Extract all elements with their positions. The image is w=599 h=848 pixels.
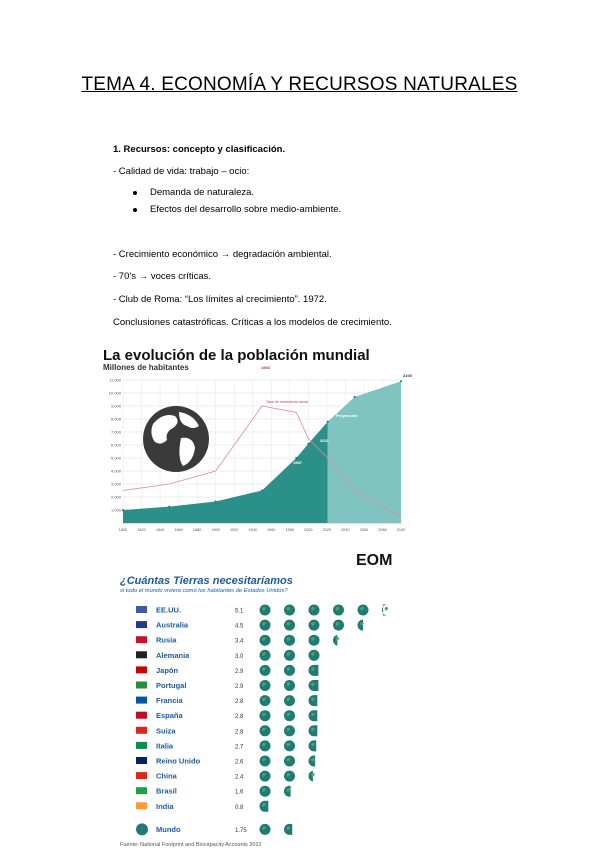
earth-icon: [260, 725, 271, 736]
population-point: [295, 457, 297, 459]
earth-icon: [260, 680, 271, 691]
chart-annotation: Proyección: [336, 413, 358, 418]
earths-value: 0.8: [235, 804, 244, 811]
earth-icon: [309, 620, 320, 631]
section-heading: 1. Recursos: concepto y clasificación.: [113, 144, 286, 155]
earth-icon: [309, 771, 316, 782]
chart-annotation: 2100: [403, 373, 412, 378]
earth-icon: [284, 756, 295, 767]
earth-icon: [309, 665, 319, 676]
y-tick-label: 9.000: [110, 403, 121, 409]
earth-row: [136, 621, 244, 630]
x-tick-label: 1840: [155, 528, 165, 532]
earths-value: 2.4: [235, 774, 244, 781]
earths-value: 2.8: [235, 699, 244, 706]
earth-icon: [260, 801, 269, 812]
y-tick-label: 2.000: [110, 494, 121, 500]
earth-icon: [284, 786, 291, 797]
flag-icon: [136, 697, 147, 704]
flag-icon: [136, 757, 147, 764]
y-tick-label: 6.000: [110, 442, 121, 448]
country-label: Suiza: [156, 726, 176, 736]
flag-icon: [136, 636, 147, 643]
page-title: TEMA 4. ECONOMÍA Y RECURSOS NATURALES: [81, 74, 518, 95]
country-label: EE.UU.: [156, 605, 182, 615]
flag-icon: [136, 606, 147, 613]
flag-icon: [136, 666, 147, 673]
earth-row: [136, 726, 244, 735]
population-point: [327, 421, 329, 423]
chart-annotation: 2050: [356, 381, 365, 386]
earth-icon: [333, 620, 344, 631]
earth-icon: [284, 620, 295, 631]
flag-icon: [136, 712, 147, 719]
earth-icon: [260, 635, 271, 646]
y-tick-label: 4.000: [110, 468, 121, 474]
earth-icon: [309, 740, 317, 751]
country-label: Portugal: [156, 681, 187, 690]
earths-value: 2.8: [235, 729, 244, 736]
chart-title: La evolución de la población mundial: [103, 347, 370, 364]
country-label: Japón: [156, 665, 179, 675]
earth-icon: [284, 710, 295, 721]
earth-icon: [309, 725, 318, 736]
country-label: Alemania: [156, 650, 190, 660]
chart-annotation: 1928: [248, 484, 257, 489]
earth-row: [136, 787, 244, 796]
earth-icon: [358, 620, 365, 631]
earths-value: 2.7: [235, 744, 244, 751]
earth-icon: [284, 680, 295, 691]
y-tick-label: 1.000: [110, 507, 121, 513]
earth-row: [136, 636, 244, 645]
country-label: Brasil: [156, 786, 177, 796]
y-tick-label: 5.000: [110, 455, 121, 461]
chart-subtitle: Millones de habitantes: [103, 363, 189, 372]
x-tick-label: 2080: [378, 528, 387, 532]
population-point: [122, 509, 124, 511]
eom-logo: EOM: [356, 552, 393, 569]
y-tick-label: 10.000: [108, 390, 121, 396]
earth-icon: [260, 650, 271, 661]
earth-icon: [358, 605, 369, 616]
earth-row: [136, 696, 244, 705]
crecimiento-line: - Crecimiento económico → degradación ambiental.: [113, 249, 332, 260]
flag-icon: [136, 802, 147, 809]
country-label: India: [156, 801, 174, 811]
x-tick-label: 1800: [118, 528, 128, 532]
earth-icon: [284, 740, 295, 751]
x-tick-label: 1900: [211, 528, 220, 532]
x-tick-label: 1960: [267, 528, 276, 532]
earth-row: [136, 651, 244, 660]
earth-icon: [284, 650, 295, 661]
calidad-line: - Calidad de vida: trabajo – ocio:: [113, 166, 250, 177]
earth-icon: [382, 605, 389, 616]
flag-icon: [136, 727, 147, 734]
earth-icon: [284, 824, 292, 835]
earths-value: 5.1: [235, 608, 244, 615]
x-tick-label: 1980: [285, 528, 295, 532]
earth-icon: [284, 771, 295, 782]
earth-row: [136, 606, 244, 615]
country-label: Francia: [156, 696, 183, 706]
earth-icon: [309, 680, 319, 691]
flag-icon: [136, 772, 147, 779]
y-tick-label: 3.000: [110, 481, 121, 487]
earth-icon: [260, 605, 271, 616]
chart-annotation: 1803: [125, 500, 134, 505]
x-tick-label: 2000: [304, 528, 313, 532]
earths-value: 3.0: [235, 653, 244, 660]
earth-row: [136, 711, 244, 720]
earths-subtitle: si todo el mundo viviera como los habitantes de Estados Unidos?: [120, 588, 288, 594]
earth-icon: [260, 771, 271, 782]
conclusiones-line: Conclusiones catastróficas. Críticas a los modelos de crecimiento.: [113, 317, 392, 328]
bullet-dot: [133, 208, 137, 212]
earth-icon: [284, 635, 295, 646]
y-tick-label: 8.000: [110, 416, 121, 422]
earths-value: 2.9: [235, 684, 244, 690]
earth-icon: [260, 620, 271, 631]
series-label: Tasa de crecimiento anual: [266, 400, 308, 404]
earth-icon: [284, 605, 295, 616]
x-tick-label: 1820: [137, 528, 146, 532]
earth-icon: [284, 725, 295, 736]
bullet-dot: [133, 191, 137, 195]
population-point: [168, 506, 170, 508]
x-tick-label: 2040: [341, 528, 350, 532]
flag-icon: [136, 742, 147, 749]
x-tick-label: 2060: [359, 528, 369, 532]
x-tick-label: 1920: [229, 528, 239, 532]
x-tick-label: 1880: [192, 528, 202, 532]
bullet-item: Efectos del desarrollo sobre medio-ambiente.: [150, 204, 342, 215]
x-tick-label: 1940: [248, 528, 257, 532]
chart-annotation: 1987: [293, 460, 302, 465]
earths-infographic: [118, 566, 408, 848]
earth-row: [136, 772, 244, 781]
earth-icon: [260, 786, 271, 797]
earth-row: [136, 681, 244, 690]
earth-icon: [260, 824, 271, 835]
chart-annotation: 1968: [261, 365, 270, 370]
country-label: Italia: [156, 741, 174, 751]
earth-icon: [333, 635, 340, 646]
world-icon: [136, 823, 148, 835]
earths-source: Fuente: National Footprint and Biocapacity Accounts 2022: [120, 842, 262, 848]
country-label: China: [156, 771, 177, 781]
y-tick-label: 7.000: [110, 429, 121, 435]
flag-icon: [136, 682, 147, 689]
earths-value: 2.9: [235, 668, 244, 675]
population-point: [400, 380, 402, 382]
flag-icon: [136, 651, 147, 658]
earth-icon: [309, 605, 320, 616]
earth-icon: [309, 695, 318, 706]
setentas-line: - 70’s → voces críticas.: [113, 271, 212, 282]
y-tick-label: 11.000: [109, 377, 121, 383]
projection-area: [328, 381, 401, 523]
earths-value: 1.6: [235, 789, 244, 796]
earth-icon: [284, 665, 295, 676]
earth-icon: [309, 650, 320, 661]
earth-icon: [260, 740, 271, 751]
world-value: 1.75: [235, 827, 247, 834]
population-chart: [101, 342, 410, 572]
x-tick-label: 2100: [396, 528, 406, 532]
earths-value: 3.4: [235, 638, 244, 645]
earth-icon: [260, 756, 271, 767]
earth-icon: [260, 695, 271, 706]
earths-title: ¿Cuántas Tierras necesitaríamos: [120, 575, 293, 587]
earths-value: 4.5: [235, 623, 244, 630]
world-row: [136, 823, 247, 835]
earth-icon: [260, 665, 271, 676]
x-tick-label: 1860: [174, 528, 183, 532]
population-point: [261, 490, 263, 492]
population-point: [215, 501, 217, 503]
earth-row: [136, 741, 244, 750]
flag-icon: [136, 787, 147, 794]
flag-icon: [136, 621, 147, 628]
bullet-item: Demanda de naturaleza.: [150, 187, 255, 198]
earth-icon: [260, 710, 271, 721]
x-tick-label: 2020: [322, 528, 332, 532]
earth-icon: [309, 635, 320, 646]
earth-row: [136, 802, 244, 811]
population-point: [307, 443, 309, 445]
country-label: Reino Unido: [156, 756, 201, 766]
earth-row: [136, 666, 244, 675]
earth-icon: [309, 756, 316, 767]
chart-annotation: 2021: [320, 438, 329, 443]
earths-value: 2.8: [235, 714, 244, 721]
earth-icon: [333, 605, 344, 616]
population-point: [354, 396, 356, 398]
world-label: Mundo: [156, 824, 181, 834]
globe-icon: [143, 406, 209, 472]
earth-icon: [284, 695, 295, 706]
country-label: Australia: [156, 620, 189, 630]
earths-value: 2.6: [235, 759, 244, 766]
earth-icon: [309, 710, 318, 721]
earth-row: [136, 757, 244, 766]
country-label: Rusia: [156, 635, 177, 645]
country-label: España: [156, 711, 183, 721]
club-line: - Club de Roma: “Los límites al crecimiento”. 1972.: [113, 294, 327, 305]
